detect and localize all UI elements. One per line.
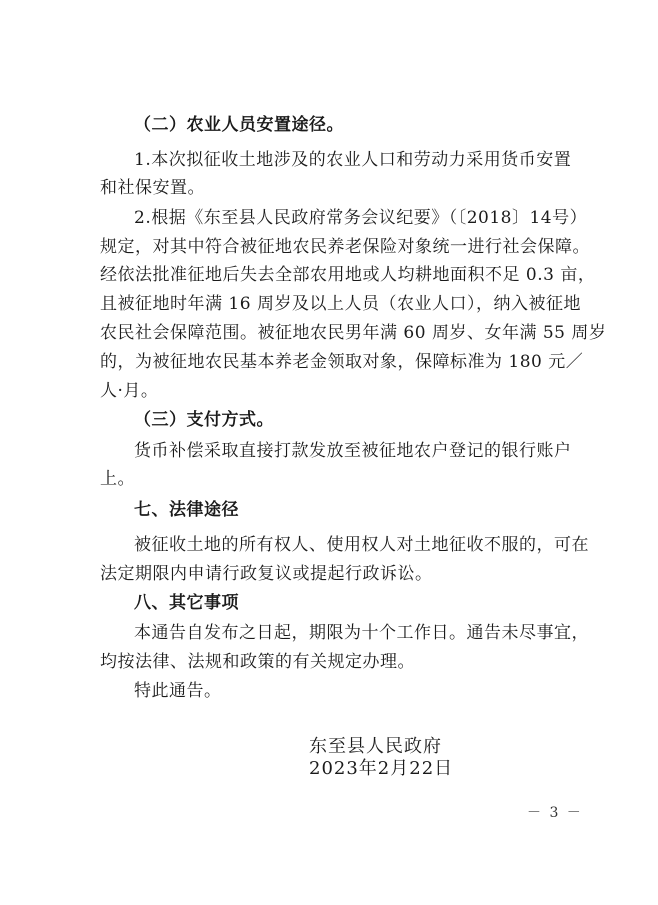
paragraph-line: 的，为被征地农民基本养老金领取对象，保障标准为 180 元／	[100, 352, 584, 372]
paragraph-line: 1.本次拟征收土地涉及的农业人口和劳动力采用货币安置	[134, 150, 572, 170]
paragraph-line: 农民社会保障范围。被征地农民男年满 60 周岁、女年满 55 周岁	[100, 323, 607, 343]
page-number: － 3 －	[527, 805, 583, 821]
section-heading-legal: 七、法律途径	[134, 500, 239, 520]
paragraph-line: 且被征地时年满 16 周岁及以上人员（农业人口），纳入被征地	[100, 294, 581, 314]
paragraph-line: 2.根据《东至县人民政府常务会议纪要》（〔2018〕14号）	[134, 208, 588, 228]
paragraph-line: 本通告自发布之日起，期限为十个工作日。通告未尽事宜，	[134, 623, 589, 643]
paragraph-line: 均按法律、法规和政策的有关规定办理。	[100, 652, 415, 672]
paragraph-line: 货币补偿采取直接打款发放至被征地农户登记的银行账户	[134, 441, 572, 461]
signature-date: 2023年2月22日	[309, 758, 454, 779]
paragraph-line: 规定，对其中符合被征地农民养老保险对象统一进行社会保障。	[100, 237, 590, 257]
section-heading-agri-resettlement: （二）农业人员安置途径。	[134, 115, 344, 135]
section-heading-payment: （三）支付方式。	[134, 410, 274, 430]
paragraph-line: 法定期限内申请行政复议或提起行政诉讼。	[100, 564, 433, 584]
paragraph-line: 经依法批准征地后失去全部农用地或人均耕地面积不足 0.3 亩，	[100, 265, 596, 285]
signature-organization: 东至县人民政府	[309, 736, 442, 757]
paragraph-line: 和社保安置。	[100, 178, 205, 198]
paragraph-line: 被征收土地的所有权人、使用权人对土地征收不服的，可在	[134, 535, 589, 555]
closing-text: 特此通告。	[134, 681, 222, 701]
paragraph-line: 上。	[100, 469, 135, 489]
section-heading-other: 八、其它事项	[134, 593, 239, 613]
paragraph-line: 人·月。	[100, 381, 159, 401]
